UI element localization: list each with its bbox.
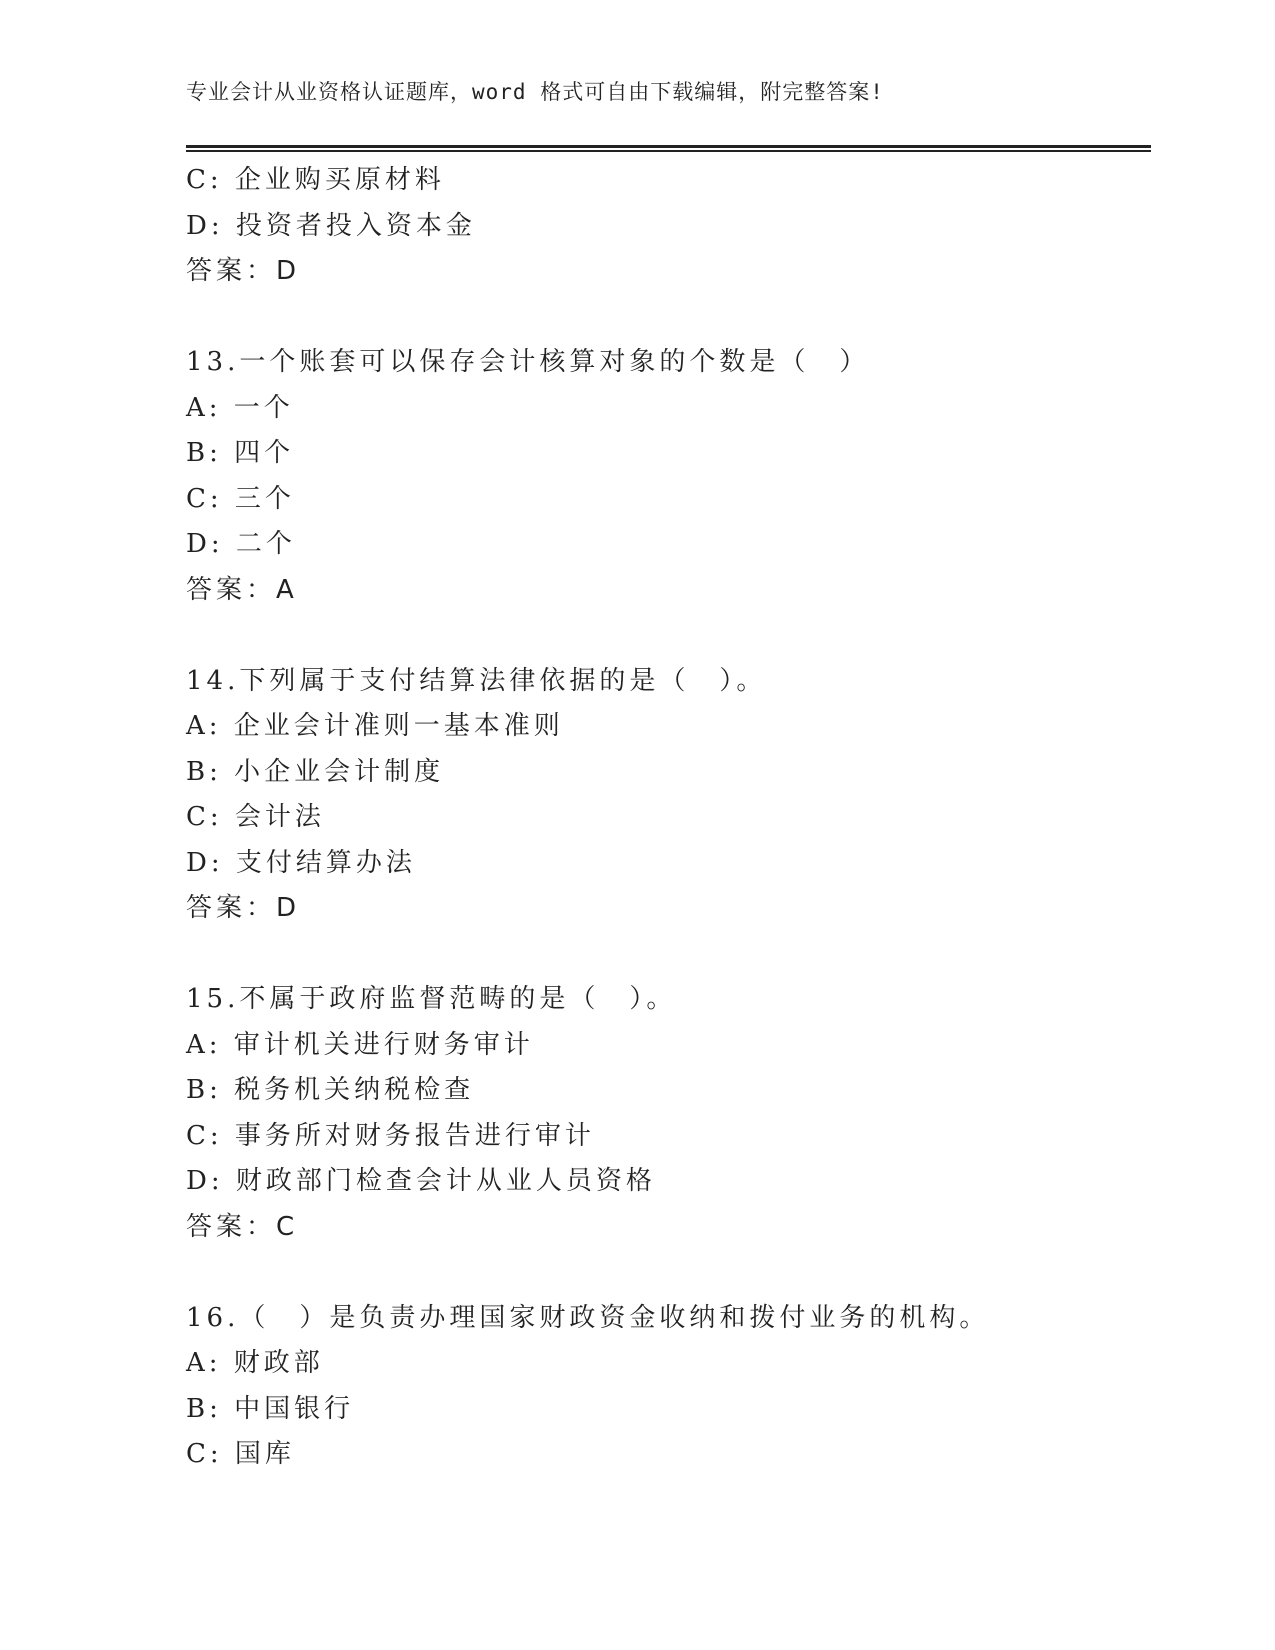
question-stem: 14.下列属于支付结算法律依据的是（ ）。 <box>186 665 767 696</box>
option-line: A: 财政部 <box>186 1348 324 1378</box>
block-gap <box>186 295 1146 341</box>
block-gap <box>186 1250 1146 1296</box>
option-line: D: 财政部门检查会计从业人员资格 <box>186 1166 656 1196</box>
question-stem: 15.不属于政府监督范畴的是（ ）。 <box>186 984 677 1014</box>
option-line: C: 事务所对财务报告进行审计 <box>186 1120 595 1151</box>
block-gap <box>186 613 1146 659</box>
option-line: C: 国库 <box>186 1439 295 1469</box>
option-line: B: 税务机关纳税检查 <box>186 1075 475 1105</box>
question-block <box>186 659 1146 932</box>
block-gap <box>186 932 1146 978</box>
option-line: B: 小企业会计制度 <box>186 756 445 787</box>
header-rule-thin <box>186 150 1151 152</box>
option-line: B: 中国银行 <box>186 1393 355 1424</box>
page-header: 专业会计从业资格认证题库，word 格式可自由下载编辑，附完整答案! <box>186 80 884 104</box>
option-line: C: 会计法 <box>186 802 325 832</box>
answer-line: 答案：D <box>186 256 301 286</box>
option-line: A: 企业会计准则一基本准则 <box>186 711 564 741</box>
question-block <box>186 1296 1146 1478</box>
option-line: D: 二个 <box>186 529 296 559</box>
question-stem: 16.（ ）是负责办理国家财政资金收纳和拨付业务的机构。 <box>186 1302 990 1333</box>
answer-line: 答案：D <box>186 893 301 923</box>
option-line: D: 支付结算办法 <box>186 847 416 878</box>
option-line: C: 企业购买原材料 <box>186 165 445 195</box>
option-line: A: 一个 <box>186 392 294 423</box>
question-content <box>186 158 1146 1478</box>
question-block <box>186 977 1146 1250</box>
option-line: B: 四个 <box>186 438 295 468</box>
option-line: A: 审计机关进行财务审计 <box>186 1029 534 1060</box>
option-line: D: 投资者投入资本金 <box>186 210 476 241</box>
answer-line: 答案：C <box>186 1211 299 1242</box>
header-rule-thick <box>186 145 1151 148</box>
question-block <box>186 340 1146 613</box>
question-block <box>186 158 1146 295</box>
option-line: C: 三个 <box>186 483 295 514</box>
question-stem: 13.一个账套可以保存会计核算对象的个数是（ ） <box>186 347 870 377</box>
answer-line: 答案：A <box>186 574 298 605</box>
